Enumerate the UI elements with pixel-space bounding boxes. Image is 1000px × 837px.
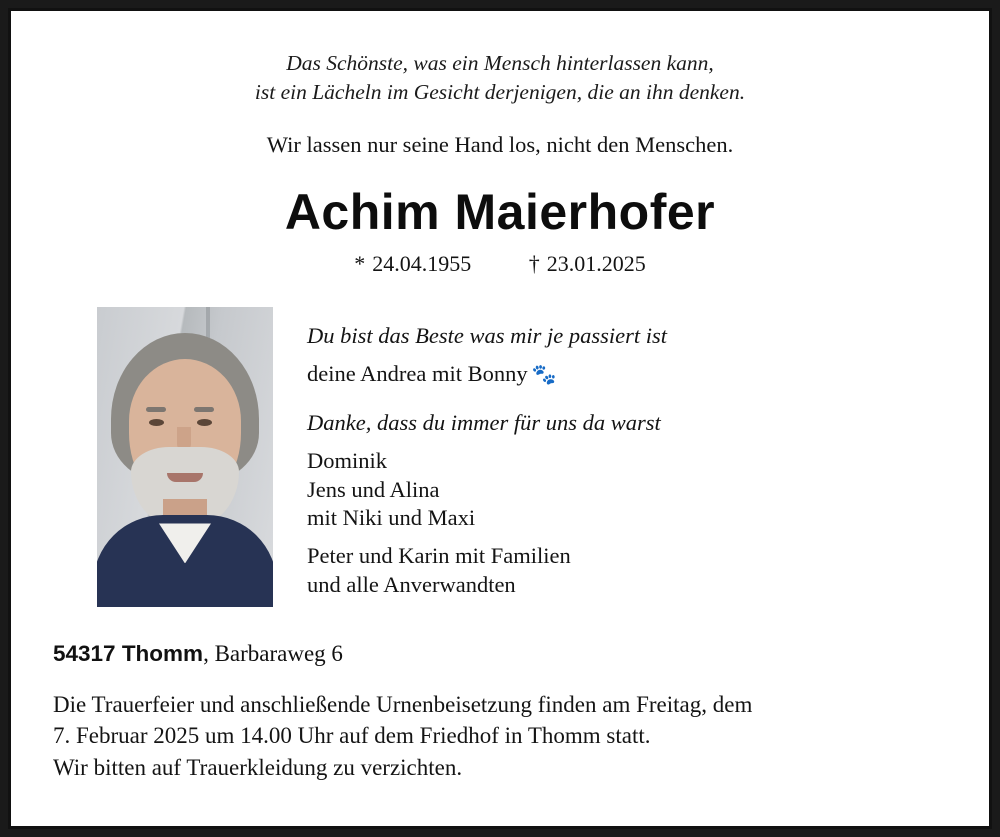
verses-block — [307, 307, 947, 599]
mourner-2: Jens und Alina — [307, 476, 440, 502]
address-zip-city: 54317 Thomm — [53, 641, 204, 667]
ceremony-line-2: 7. Februar 2025 um 14.00 Uhr auf dem Friedhof in Thomm statt. — [53, 723, 651, 749]
epigraph-line-2: ist ein Lächeln im Gesicht derjenigen, die an ihn denken. — [254, 79, 746, 104]
subline: Wir lassen nur seine Hand los, nicht den Menschen. — [266, 132, 734, 158]
deceased-name: Achim Maierhofer — [284, 184, 716, 241]
portrait-and-verses — [53, 307, 947, 607]
verse-line-3: Danke, dass du immer für uns da warst — [307, 410, 661, 436]
death-date: 23.01.2025 — [546, 251, 646, 277]
life-dates — [53, 251, 947, 277]
epigraph-line-1: Das Schönste, was ein Mensch hinterlassen kann, — [286, 51, 714, 75]
birth-date: 24.04.1955 — [372, 251, 472, 277]
spacer — [307, 351, 947, 360]
death-date-group — [529, 251, 646, 276]
mourner-4: Peter und Karin mit Familien — [307, 543, 571, 569]
ceremony-line-3: Wir bitten auf Trauerkleidung zu verzichten. — [53, 754, 463, 780]
ceremony-details — [53, 689, 947, 782]
obituary-frame — [8, 8, 992, 829]
mourner-5: und alle Anverwandten — [307, 571, 516, 597]
obituary-content — [11, 11, 989, 826]
photo-brow-left — [146, 407, 166, 412]
verse-line-2: deine Andrea mit Bonny — [307, 360, 528, 386]
spacer — [307, 388, 947, 408]
ceremony-line-1: Die Trauerfeier und anschließende Urnenbeisetzung finden am Freitag, dem — [53, 692, 753, 718]
photo-brow-right — [194, 407, 214, 412]
spacer — [307, 533, 947, 542]
birth-symbol: * — [354, 251, 366, 277]
verse-line-1: Du bist das Beste was mir je passiert ist — [307, 323, 668, 349]
mourner-3: mit Niki und Maxi — [307, 505, 476, 531]
portrait-photo — [97, 307, 273, 607]
photo-mouth — [167, 473, 203, 482]
epigraph — [53, 49, 947, 106]
verse-line-2-row — [307, 360, 947, 389]
death-symbol: † — [528, 251, 540, 277]
birth-date-group — [354, 251, 477, 276]
mourner-1: Dominik — [307, 447, 388, 473]
address — [53, 641, 947, 667]
paw-icon: 🐾 — [531, 363, 557, 386]
portrait-wrapper — [97, 307, 273, 607]
address-street: , Barbaraweg 6 — [203, 641, 343, 667]
spacer — [307, 438, 947, 447]
